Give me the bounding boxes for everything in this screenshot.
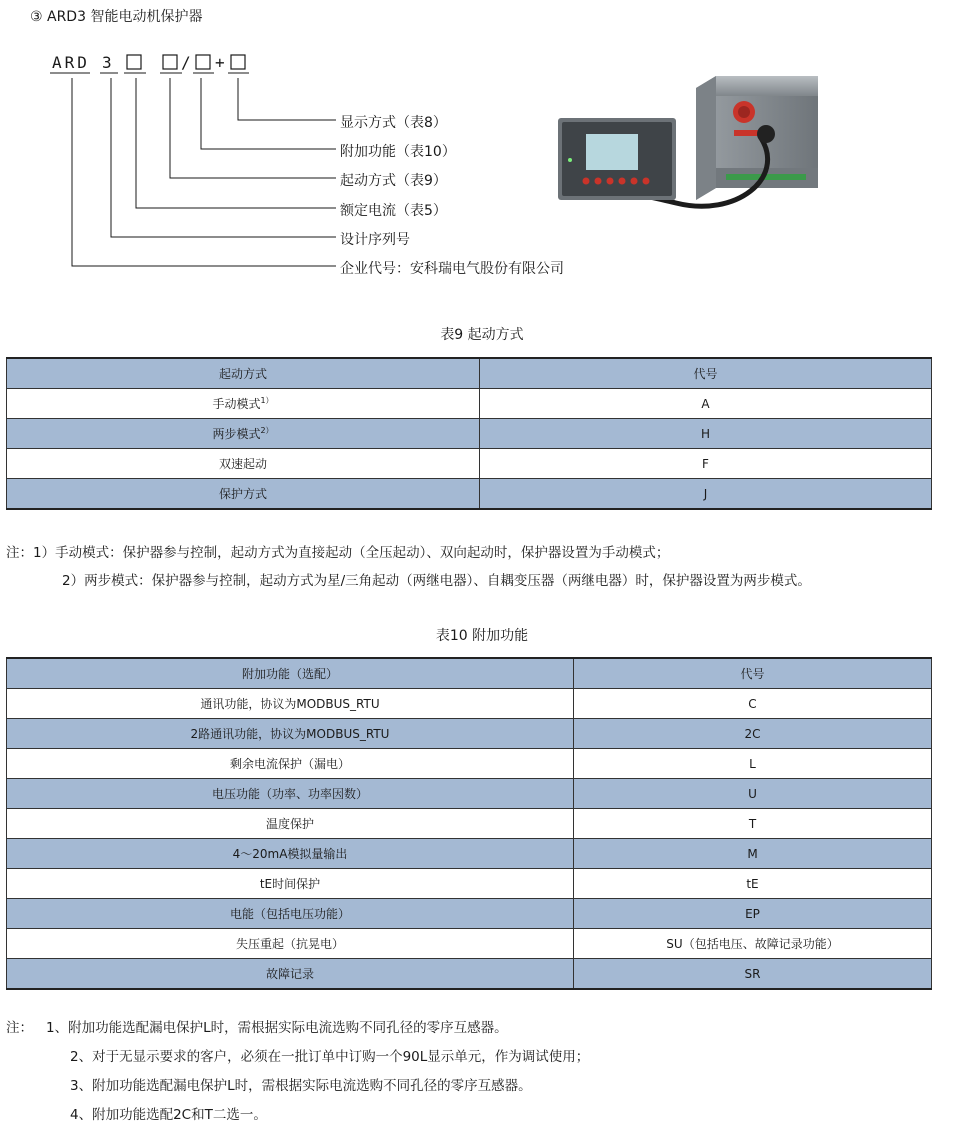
section-heading: ③ ARD3 智能电动机保护器: [30, 9, 203, 25]
note10-1: 1、附加功能选配漏电保护L时，需根据实际电流选购不同孔径的零序互感器。: [46, 1020, 508, 1036]
note10-2: 2、对于无显示要求的客户，必须在一批订单中订购一个90L显示单元，作为调试使用；: [70, 1049, 590, 1065]
table-row: [7, 839, 932, 869]
table10-cell-name: 失压重起（抗晃电）: [7, 929, 574, 959]
note9-2: 2）两步模式：保护器参与控制，起动方式为星/三角起动（两继电器）、自耦变压器（两继电器）时，保护器设置为两步模式。: [62, 573, 811, 589]
table9-cell-name: 两步模式$^{2)}$: [7, 419, 480, 449]
note10-prefix: 注：: [6, 1020, 33, 1036]
table10: [6, 657, 932, 990]
table10-cell-code: SR: [574, 959, 932, 990]
table10-cell-name: 故障记录: [7, 959, 574, 990]
table-row: [7, 899, 932, 929]
table-row: [7, 389, 932, 419]
label-additional-function: 附加功能（表10）: [340, 144, 456, 160]
table-row: [7, 689, 932, 719]
table9: [6, 357, 932, 510]
table9-cell-code: J: [480, 479, 932, 510]
table10-cell-code: EP: [574, 899, 932, 929]
table-row: [7, 809, 932, 839]
label-rated-current: 额定电流（表5）: [340, 203, 447, 219]
table9-cell-name: 双速起动: [7, 449, 480, 479]
label-start-mode: 起动方式（表9）: [340, 173, 447, 189]
table10-cell-name: 电压功能（功率、功率因数）: [7, 779, 574, 809]
table9-cell-code: H: [480, 419, 932, 449]
code-prefix: ARD: [52, 53, 90, 72]
table9-cell-code: A: [480, 389, 932, 419]
table-row: [7, 479, 932, 510]
table10-cell-code: SU（包括电压、故障记录功能）: [574, 929, 932, 959]
current-box-icon: [127, 55, 141, 69]
table10-cell-name: tE时间保护: [7, 869, 574, 899]
table10-caption: 表10 附加功能: [435, 628, 529, 644]
table10-header-function: 附加功能（选配）: [7, 658, 574, 689]
table10-cell-code: L: [574, 749, 932, 779]
label-company-code: 企业代号：安科瑞电气股份有限公司: [340, 261, 564, 277]
table-row: [7, 779, 932, 809]
note10-3: 3、附加功能选配漏电保护L时，需根据实际电流选购不同孔径的零序互感器。: [70, 1078, 532, 1094]
table9-header-code: 代号: [480, 358, 932, 389]
table-row: [7, 869, 932, 899]
code-plus: +: [215, 53, 225, 72]
table-row: [7, 449, 932, 479]
table10-cell-name: 电能（包括电压功能）: [7, 899, 574, 929]
table-row: [7, 719, 932, 749]
table-row: [7, 929, 932, 959]
table10-cell-name: 剩余电流保护（漏电）: [7, 749, 574, 779]
table-row: [7, 959, 932, 990]
table10-cell-name: 通讯功能，协议为MODBUS_RTU: [7, 689, 574, 719]
code-series: 3: [102, 53, 112, 72]
table10-cell-name: 4～20mA模拟量输出: [7, 839, 574, 869]
table10-cell-code: 2C: [574, 719, 932, 749]
table9-cell-name: 保护方式: [7, 479, 480, 510]
table10-cell-code: C: [574, 689, 932, 719]
table-row: [7, 749, 932, 779]
table10-cell-code: tE: [574, 869, 932, 899]
table10-header-code: 代号: [574, 658, 932, 689]
label-design-serial: 设计序列号: [340, 232, 410, 248]
ard3-device-photo: [556, 68, 826, 218]
table9-cell-name: 手动模式$^{1)}$: [7, 389, 480, 419]
display-box-icon: [231, 55, 245, 69]
table9-cell-code: F: [480, 449, 932, 479]
table9-header-mode: 起动方式: [7, 358, 480, 389]
table10-cell-code: T: [574, 809, 932, 839]
table10-cell-name: 2路通讯功能，协议为MODBUS_RTU: [7, 719, 574, 749]
note10-4: 4、附加功能选配2C和T二选一。: [70, 1107, 267, 1123]
table9-caption: 表9 起动方式: [440, 327, 524, 343]
label-display-mode: 显示方式（表8）: [340, 115, 447, 131]
code-slash: /: [181, 53, 191, 72]
function-box-icon: [196, 55, 210, 69]
start-box-icon: [163, 55, 177, 69]
table-row: [7, 419, 932, 449]
note9-1: 注：1）手动模式：保护器参与控制，起动方式为直接起动（全压起动）、双向起动时，保护器设置为手动模式；: [6, 545, 670, 561]
table10-cell-name: 温度保护: [7, 809, 574, 839]
table10-cell-code: U: [574, 779, 932, 809]
model-code-diagram: [0, 40, 560, 280]
table10-cell-code: M: [574, 839, 932, 869]
